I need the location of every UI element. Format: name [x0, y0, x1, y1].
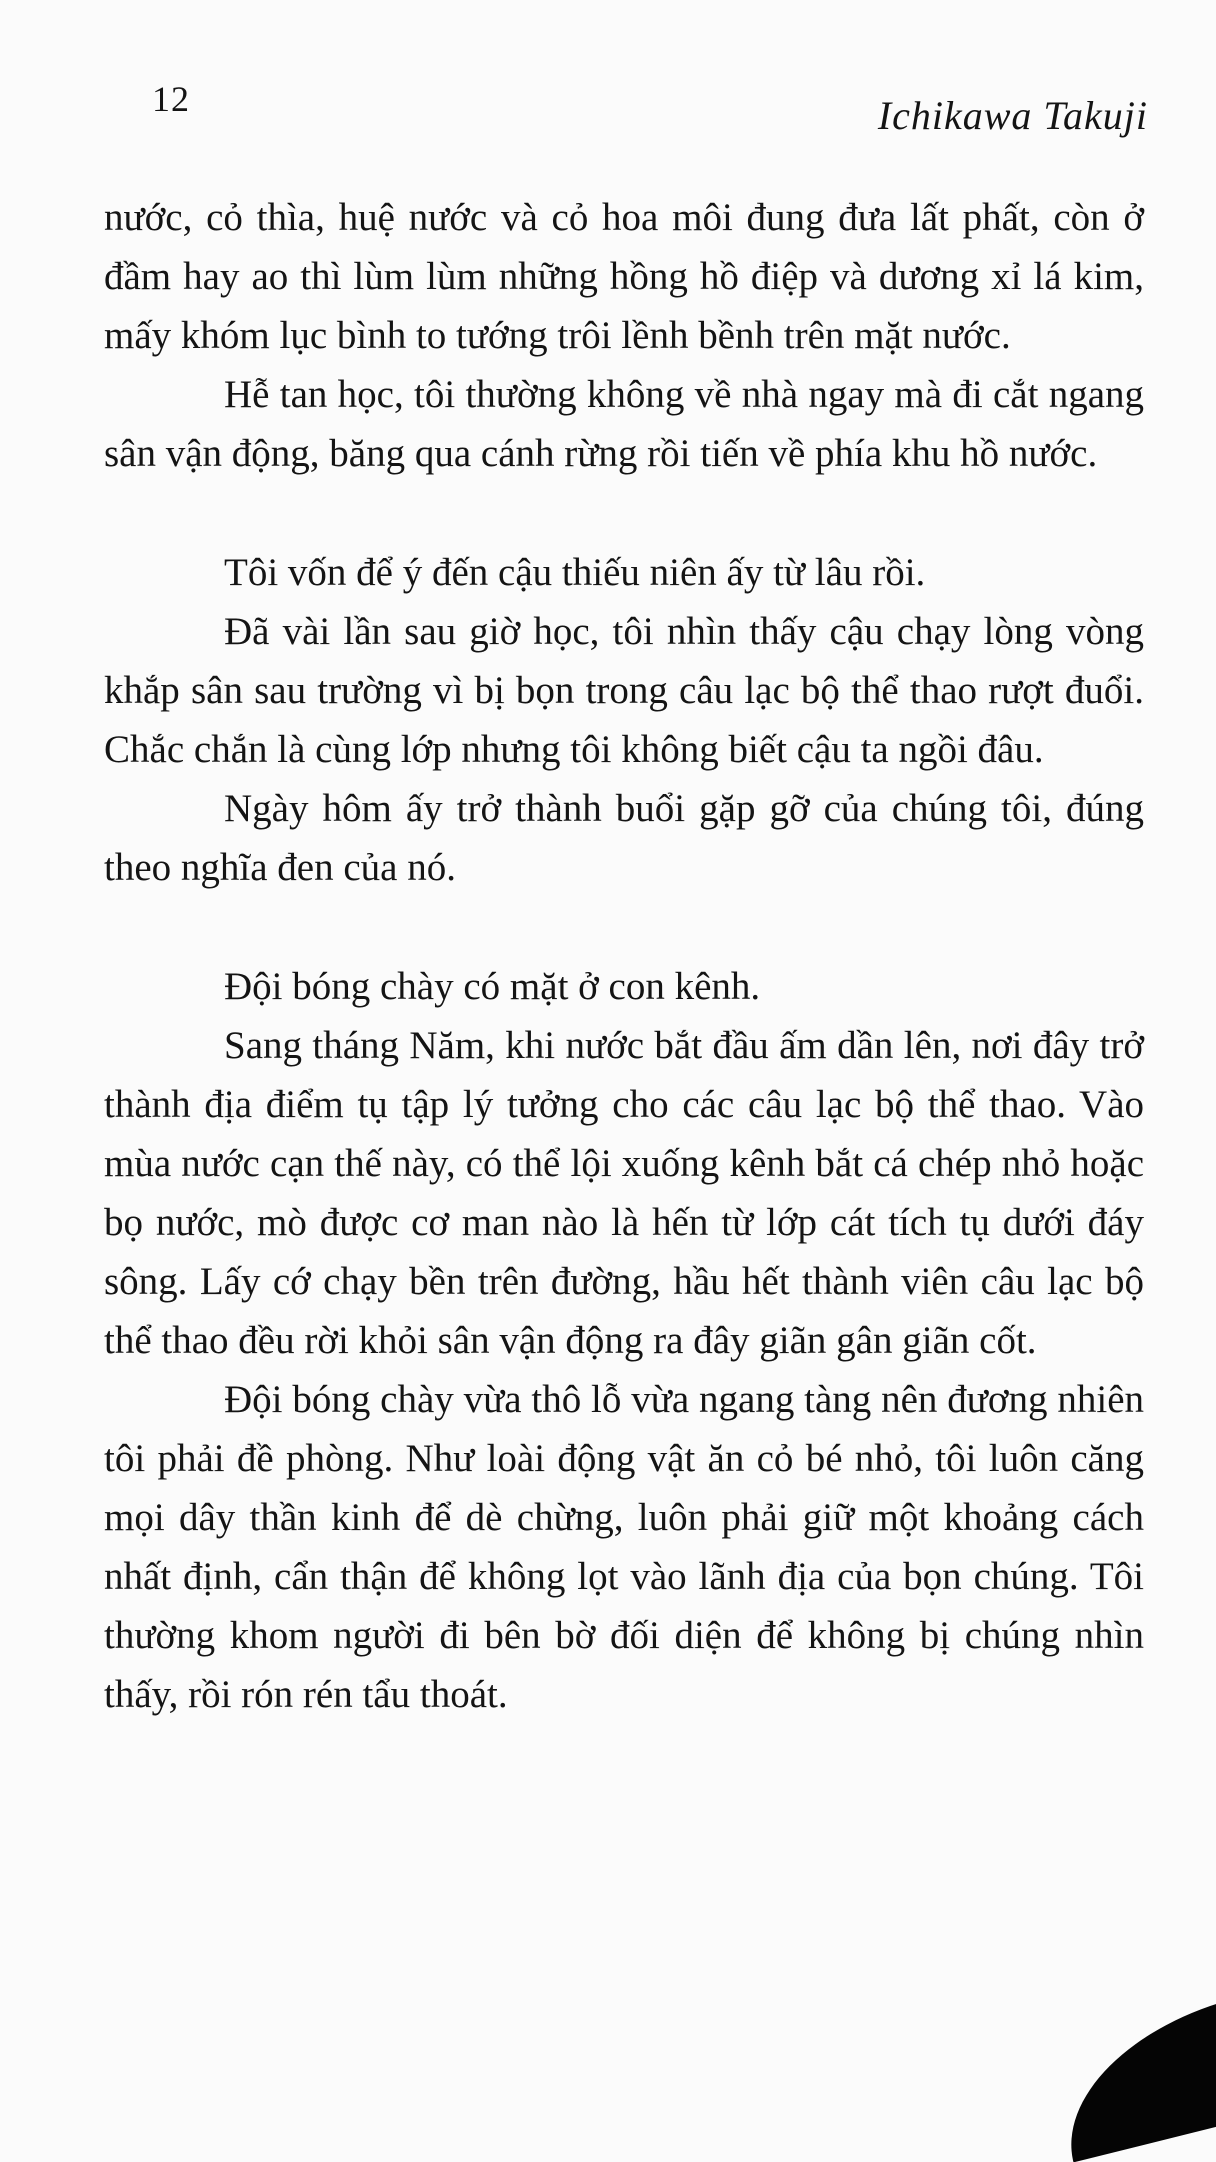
paragraph-6: Đội bóng chày có mặt ở con kênh.: [224, 965, 761, 1008]
section-break: [104, 483, 1144, 543]
section-break: [104, 897, 1144, 957]
paragraph-7: Sang tháng Năm, khi nước bắt đầu ấm dần lên, nơi đây trở thành địa điểm tụ tập lý tưởng cho các câu lạc bộ thể thao. Vào mùa nước cạn thế này, có thể lội xuống kênh bắt cá chép nhỏ hoặc bọ nước, mò được cơ man nào là hến từ lớp cát tích tụ dưới đáy sông. Lấy cớ chạy bền trên đường, hầu hết thành viên câu lạc bộ thể thao đều rời khỏi sân vận động ra đây giãn gân giãn cốt.: [104, 1024, 1144, 1362]
page-number: 12: [152, 79, 190, 119]
paragraph-1: nước, cỏ thìa, huệ nước và cỏ hoa môi đung đưa lất phất, còn ở đầm hay ao thì lùm lùm những hồng hồ điệp và dương xỉ lá kim, mấy khóm lục bình to tướng trôi lềnh bềnh trên mặt nước.: [104, 196, 1144, 357]
running-header-author: Ichikawa Takuji: [877, 93, 1148, 138]
body-text: [104, 188, 1144, 1724]
paragraph-4: Đã vài lần sau giờ học, tôi nhìn thấy cậu chạy lòng vòng khắp sân sau trường vì bị bọn trong câu lạc bộ thể thao rượt đuổi. Chắc chắn là cùng lớp nhưng tôi không biết cậu ta ngồi đâu.: [104, 610, 1144, 771]
paragraph-8: Đội bóng chày vừa thô lỗ vừa ngang tàng nên đương nhiên tôi phải đề phòng. Như loài động vật ăn cỏ bé nhỏ, tôi luôn căng mọi dây thần kinh để dè chừng, luôn phải giữ một khoảng cách nhất định, cẩn thận để không lọt vào lãnh địa của bọn chúng. Tôi thường khom người đi bên bờ đối diện để không bị chúng nhìn thấy, rồi rón rén tẩu thoát.: [104, 1378, 1144, 1716]
paragraph-2: Hễ tan học, tôi thường không về nhà ngay mà đi cắt ngang sân vận động, băng qua cánh rừng rồi tiến về phía khu hồ nước.: [104, 373, 1144, 475]
paragraph-3: Tôi vốn để ý đến cậu thiếu niên ấy từ lâu rồi.: [224, 551, 926, 594]
paragraph-5: Ngày hôm ấy trở thành buổi gặp gỡ của chúng tôi, đúng theo nghĩa đen của nó.: [104, 787, 1144, 889]
